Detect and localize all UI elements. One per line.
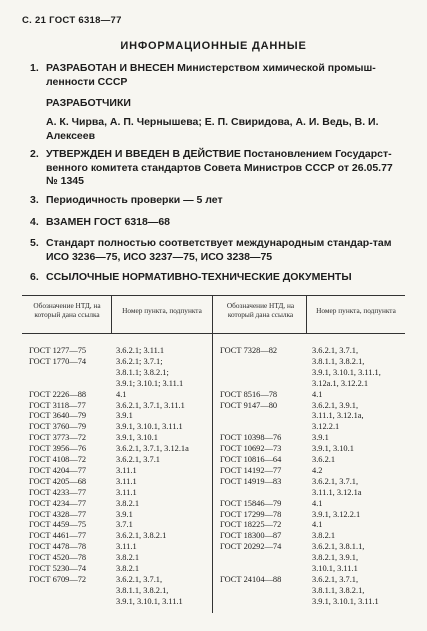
item-number: 5. (30, 237, 39, 249)
clause-number: 3.8.1.1, 3.8.2.1, (312, 585, 365, 595)
ntd-designation: ГОСТ 8516—78 (220, 389, 278, 399)
clause-number: 3.6.2.1, 3.7.1, (116, 574, 163, 584)
clause-number: 3.9.1, 3.10.1, 3.11.1 (116, 422, 183, 432)
info-item-4 (30, 216, 402, 230)
clause-number: 3.7.1 (116, 520, 133, 530)
info-item-3 (30, 194, 402, 208)
clause-number: 3.12.2.1 (312, 422, 340, 432)
clause-number: 3.9.1; 3.10.1; 3.11.1 (116, 378, 184, 388)
info-item-5 (30, 237, 402, 264)
clause-number: 3.11.1 (116, 465, 137, 475)
clause-number: 3.6.2.1, 3.7.1, 3.12.1а (116, 444, 189, 454)
ntd-designation: ГОСТ 1277—75 (29, 346, 87, 355)
ntd-designation: ГОСТ 4520—78 (29, 553, 87, 563)
ntd-designation: ГОСТ 4205—68 (29, 476, 87, 486)
info-item-6 (30, 271, 402, 285)
item-text: УТВЕРЖДЕН И ВВЕДЕН В ДЕЙСТВИЕ Постановлением Государст-венного комитета стандартов Совета Министров СССР от 26.05.77 № 1345 (46, 148, 393, 187)
ntd-designation: ГОСТ 14192—77 (220, 465, 282, 475)
ntd-designation: ГОСТ 4233—77 (29, 487, 87, 497)
clause-number: 3.9.1, 3.10.1, 3.11.1 (312, 596, 379, 606)
ntd-designation: ГОСТ 5230—74 (29, 564, 87, 573)
clause-number: 3.8.2.1 (116, 553, 140, 563)
clause-number: 4.2 (312, 465, 323, 475)
clause-number: 3.9.1, 3.10.1, 3.11.1 (116, 596, 183, 606)
header-designation-right: Обозначение НТД, на который дана ссылка (226, 301, 295, 319)
item-number: 4. (30, 216, 39, 228)
header-designation-left: Обозначение НТД, на который дана ссылка (33, 301, 101, 319)
clause-number: 3.9.1, 3.10.1, 3.11.1, (312, 367, 381, 377)
clause-number: 3.8.1.1; 3.8.2.1; (116, 367, 169, 377)
column-divider (306, 295, 307, 333)
clause-number: 3.6.2.1, 3.7.1, 3.11.1 (116, 400, 185, 410)
ntd-designation: ГОСТ 10816—64 (220, 455, 282, 464)
clause-number: 3.6.2.1, 3.7.1, (312, 574, 359, 584)
developers-names: А. К. Чирва, А. П. Чернышева; Е. П. Свиридова, А. И. Ведь, В. И. Алексеев (46, 116, 379, 142)
developers-heading: РАЗРАБОТЧИКИ (46, 97, 131, 109)
item-number: 1. (30, 62, 39, 74)
clause-number: 3.8.2.1 (116, 498, 140, 508)
ntd-designation: ГОСТ 4459—75 (29, 520, 87, 530)
ntd-designation: ГОСТ 10692—73 (220, 444, 282, 454)
clause-number: 3.8.2.1 (116, 564, 140, 573)
column-divider (111, 295, 112, 333)
ntd-designation: ГОСТ 17299—78 (220, 509, 282, 519)
ntd-designation: ГОСТ 10398—76 (220, 433, 282, 443)
clause-number: 3.6.2.1, 3.7.1 (116, 455, 160, 464)
clause-number: 3.6.2.1, 3.7.1, (312, 476, 359, 486)
ntd-designation: ГОСТ 20292—74 (220, 542, 282, 552)
item-text: Стандарт полностью соответствует международным стандар-там ИСО 3236—75, ИСО 3237—75, ИСО 3238—75 (46, 237, 392, 263)
ntd-designation: ГОСТ 4234—77 (29, 498, 87, 508)
clause-number: 3.11.1, 3.12.1а (312, 487, 362, 497)
item-number: 3. (30, 194, 39, 206)
clause-number: 3.9.1, 3.10.1 (312, 444, 354, 454)
info-item-1 (30, 62, 402, 89)
clause-number: 3.9.1 (312, 433, 329, 443)
ntd-designation: ГОСТ 4478—78 (29, 542, 87, 552)
header-clause-left: Номер пункта, подпункта (122, 306, 202, 315)
ntd-designation: ГОСТ 15846—79 (220, 498, 282, 508)
clause-number: 4.1 (312, 389, 323, 399)
ntd-designation: ГОСТ 3773—72 (29, 433, 87, 443)
ntd-designation: ГОСТ 3118—77 (29, 400, 86, 410)
clause-number: 3.11.1, 3.12.1а, (312, 411, 364, 421)
clause-number: 3.11.1 (116, 476, 137, 486)
clause-number: 3.6.2.1, 3.9.1, (312, 400, 359, 410)
clause-number: 4.1 (116, 389, 127, 399)
clause-number: 3.12а.1, 3.12.2.1 (312, 378, 369, 388)
ntd-designation: ГОСТ 2226—88 (29, 389, 87, 399)
clause-number: 3.6.2.1; 3.7.1; (116, 356, 163, 366)
ntd-designation: ГОСТ 18225—72 (220, 520, 282, 530)
clause-number: 3.10.1, 3.11.1 (312, 564, 358, 573)
item-text: ВЗАМЕН ГОСТ 6318—68 (46, 216, 171, 228)
ntd-designation: ГОСТ 1770—74 (29, 356, 87, 366)
page-header: С. 21 ГОСТ 6318—77 (22, 15, 122, 26)
clause-number: 3.9.1, 3.10.1 (116, 433, 158, 443)
clause-number: 3.9.1 (116, 509, 133, 519)
item-text: ССЫЛОЧНЫЕ НОРМАТИВНО-ТЕХНИЧЕСКИЕ ДОКУМЕНТЫ (46, 271, 352, 283)
ntd-designation: ГОСТ 3640—79 (29, 411, 87, 421)
clause-number: 3.11.1 (116, 542, 137, 552)
ntd-designation: ГОСТ 9147—80 (220, 400, 278, 410)
item-text: Периодичность проверки — 5 лет (46, 194, 223, 206)
item-number: 6. (30, 271, 39, 283)
clause-number: 3.9.1, 3.12.2.1 (312, 509, 361, 519)
header-clause-right: Номер пункта, подпункта (316, 306, 396, 315)
clause-number: 3.6.2.1, 3.7.1, (312, 346, 359, 355)
item-text: РАЗРАБОТАН И ВНЕСЕН Министерством химической промыш-ленности СССР (46, 62, 376, 88)
clause-number: 3.8.1.1, 3.8.2.1, (116, 585, 169, 595)
ntd-designation: ГОСТ 24104—88 (220, 574, 282, 584)
table-body-right (212, 346, 427, 616)
ntd-designation: ГОСТ 18300—87 (220, 531, 282, 541)
clause-number: 3.6.2.1; 3.11.1 (116, 346, 165, 355)
clause-number: 4.1 (312, 520, 323, 530)
clause-number: 3.9.1 (116, 411, 133, 421)
ntd-designation: ГОСТ 14919—83 (220, 476, 282, 486)
clause-number: 3.8.1.1, 3.8.2.1, (312, 356, 365, 366)
table-top-rule (22, 295, 405, 296)
ntd-designation: ГОСТ 4328—77 (29, 509, 87, 519)
ntd-designation: ГОСТ 4461—77 (29, 531, 87, 541)
ntd-designation: ГОСТ 4108—72 (29, 455, 87, 464)
clause-number: 4.1 (312, 498, 323, 508)
ntd-designation: ГОСТ 4204—77 (29, 465, 87, 475)
ntd-designation: ГОСТ 7328—82 (220, 346, 278, 355)
table-body-left (0, 346, 212, 616)
ntd-designation: ГОСТ 3760—79 (29, 422, 87, 432)
ntd-designation: ГОСТ 6709—72 (29, 574, 87, 584)
clause-number: 3.11.1 (116, 487, 137, 497)
clause-number: 3.8.2.1, 3.9.1, (312, 553, 359, 563)
table-header-rule (22, 333, 405, 334)
item-number: 2. (30, 148, 39, 160)
ntd-designation: ГОСТ 3956—76 (29, 444, 87, 454)
clause-number: 3.6.2.1 (312, 455, 336, 464)
clause-number: 3.6.2.1, 3.8.2.1 (116, 531, 167, 541)
info-item-2 (30, 148, 402, 189)
clause-number: 3.8.2.1 (312, 531, 336, 541)
clause-number: 3.6.2.1, 3.8.1.1, (312, 542, 365, 552)
section-title: ИНФОРМАЦИОННЫЕ ДАННЫЕ (120, 40, 307, 52)
